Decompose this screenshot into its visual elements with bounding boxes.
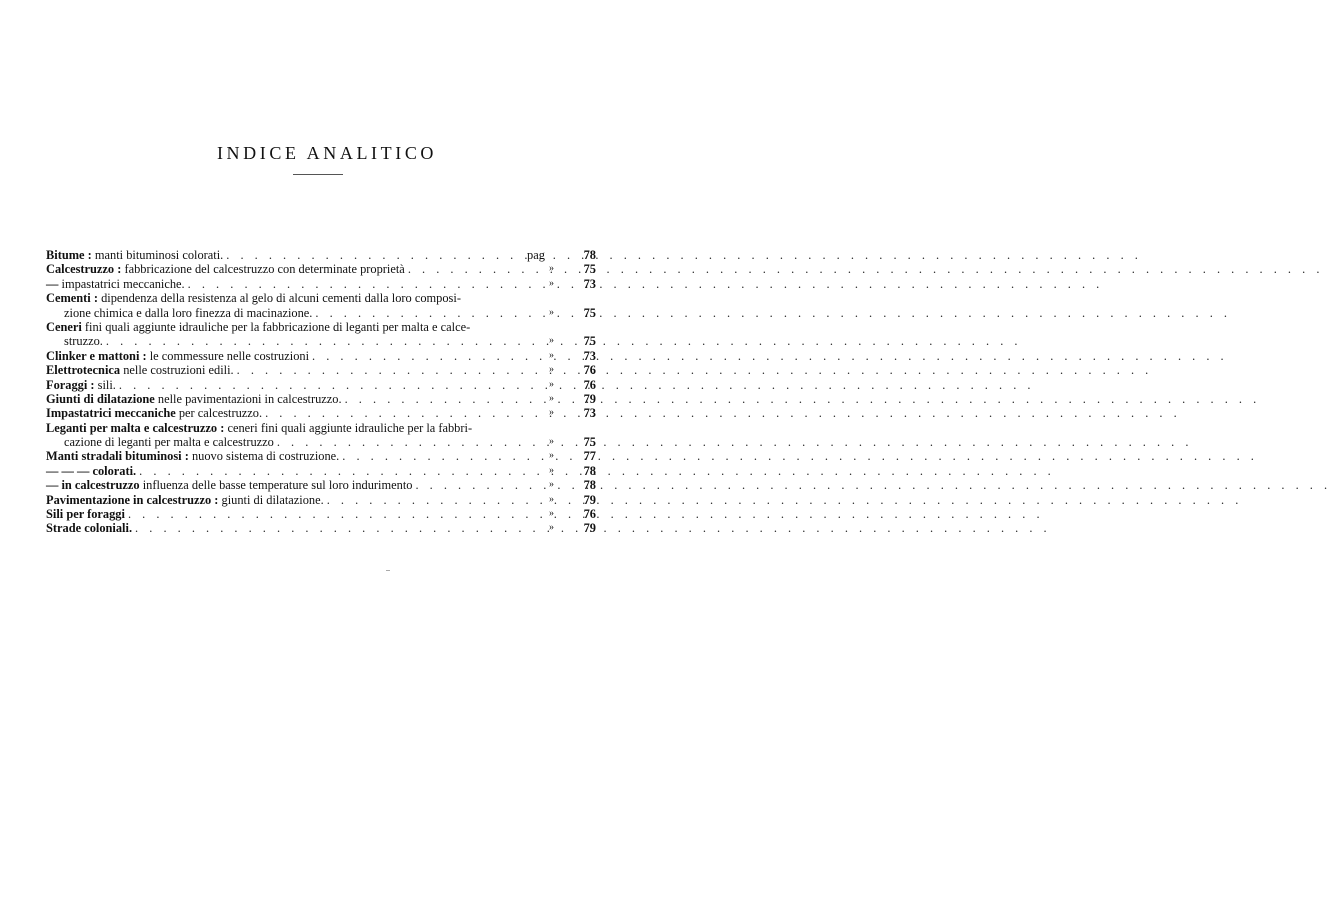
- page-number: 76: [583, 363, 596, 378]
- page-number: 75: [583, 435, 596, 450]
- entry-text-line: [46, 320, 536, 334]
- entry-heading: Foraggi :: [46, 377, 95, 392]
- entry-text: sili.: [97, 377, 116, 392]
- page-number: 76: [583, 507, 596, 522]
- entry-main: [46, 378, 116, 392]
- index-entry-line: [46, 521, 596, 535]
- entry-text: struzzo.: [64, 334, 103, 349]
- entry-main: [46, 291, 461, 305]
- entry-heading: Ceneri: [46, 319, 82, 334]
- entry-main: [46, 421, 472, 435]
- entry-main: [46, 507, 125, 521]
- entry-text: manti bituminosi colorati.: [94, 248, 224, 262]
- entry-text-line: [46, 521, 536, 535]
- page-title: INDICE ANALITICO: [216, 143, 438, 163]
- page-number: 73: [583, 406, 596, 421]
- entry-main: [46, 320, 470, 334]
- page-number: 76: [583, 377, 596, 392]
- leader-dots: [277, 435, 1193, 449]
- entry-text: per calcestruzzo.: [178, 406, 263, 421]
- title-rule: [293, 174, 343, 175]
- entry-text-line: [46, 421, 536, 435]
- entry-text-line: [46, 291, 536, 305]
- leader-dots: [265, 406, 1181, 420]
- page-number: 73: [583, 276, 596, 291]
- ditto-mark: »: [549, 493, 554, 505]
- index-entry-line: [46, 334, 596, 348]
- ditto-mark: »: [549, 378, 554, 390]
- ditto-mark: »: [549, 364, 554, 376]
- page-number: 79: [583, 391, 596, 406]
- leader-dots: [226, 248, 1142, 262]
- ditto-mark: »: [549, 522, 554, 534]
- page-number: 78: [583, 463, 596, 478]
- entry-heading: —: [46, 276, 59, 291]
- index-entry-line: [46, 478, 596, 492]
- leader-dots: [237, 363, 1153, 377]
- ditto-mark: »: [549, 508, 554, 520]
- index-entry-line: [46, 507, 596, 521]
- entry-text: cazione di leganti per malta e calcestruzzo: [64, 435, 274, 450]
- entry-main: [46, 406, 262, 420]
- entry-main: [64, 435, 274, 449]
- leader-dots: [139, 464, 1055, 478]
- index-entry-line: [46, 435, 596, 449]
- ditto-mark: »: [549, 349, 554, 361]
- index-entry-line: [46, 320, 596, 334]
- entry-text: dipendenza della resistenza al gelo di alcuni cementi dalla loro composi-: [101, 291, 461, 306]
- entry-text-line: [46, 507, 536, 521]
- index-entry-line: [46, 406, 596, 420]
- index-entry-line: [46, 277, 596, 291]
- leader-dots: [106, 334, 1022, 348]
- leader-dots: [315, 306, 1231, 320]
- ditto-mark: »: [549, 436, 554, 448]
- entry-main: [46, 248, 223, 262]
- entry-text-line: [46, 248, 536, 262]
- ditto-mark: »: [549, 263, 554, 275]
- entry-text-line: [46, 392, 536, 406]
- entry-main: [46, 478, 412, 492]
- leader-dots: [119, 378, 1035, 392]
- entry-text-line: [64, 435, 536, 449]
- entry-heading: Giunti di dilatazione: [46, 391, 155, 406]
- page-number: 77: [583, 449, 596, 464]
- index-entry-line: [46, 349, 596, 363]
- entry-text: impastatrici meccaniche.: [61, 276, 185, 291]
- page-number: 79: [583, 521, 596, 536]
- leader-dots: [327, 493, 1243, 507]
- entry-text: nuovo sistema di costruzione.: [191, 449, 340, 464]
- index-entry-line: [46, 291, 596, 305]
- entry-text-line: [64, 334, 536, 348]
- entry-text-line: [46, 262, 536, 276]
- ditto-mark: »: [549, 335, 554, 347]
- entry-text: nelle costruzioni edili.: [123, 363, 234, 378]
- entry-main: [46, 277, 185, 291]
- index-entry-line: [46, 421, 596, 435]
- index-entry-line: [46, 262, 596, 276]
- entry-heading: Clinker e mattoni :: [46, 348, 147, 363]
- entry-main: [46, 349, 309, 363]
- index-entry-line: [46, 248, 596, 262]
- entry-main: [46, 449, 339, 463]
- entry-main: [46, 392, 342, 406]
- page-number: 75: [583, 334, 596, 349]
- entry-text-line: [46, 449, 536, 463]
- entry-text: ceneri fini quali aggiunte idrauliche per la fabbri-: [227, 420, 473, 435]
- leader-dots: [312, 349, 1228, 363]
- ditto-mark: »: [549, 464, 554, 476]
- index-entry-line: [46, 464, 596, 478]
- entry-text: giunti di dilatazione.: [221, 492, 324, 507]
- entry-text: le commessure nelle costruzioni: [149, 348, 310, 363]
- entry-heading: Elettrotecnica: [46, 363, 121, 378]
- entry-heading: Strade coloniali.: [46, 521, 133, 536]
- entry-main: [46, 262, 405, 276]
- leader-dots: [408, 262, 1324, 276]
- entry-heading: Calcestruzzo :: [46, 262, 122, 277]
- entry-text-line: [46, 277, 536, 291]
- entry-main: [46, 493, 324, 507]
- index-entry-line: [46, 378, 596, 392]
- ditto-mark: »: [549, 450, 554, 462]
- page-number: 78: [583, 478, 596, 493]
- entry-main: [46, 464, 136, 478]
- ditto-mark: »: [549, 306, 554, 318]
- ditto-mark: »: [549, 407, 554, 419]
- leader-dots: [345, 392, 1261, 406]
- entry-text-line: [46, 349, 536, 363]
- entry-heading: Sili per foraggi: [46, 507, 125, 522]
- entry-text: influenza delle basse temperature sul loro indurimento: [142, 478, 413, 493]
- entry-text-line: [46, 378, 536, 392]
- entry-text-line: [46, 493, 536, 507]
- scan-mark: [386, 570, 390, 571]
- page-number: 79: [583, 492, 596, 507]
- ditto-mark: »: [549, 277, 554, 289]
- index-entry-line: [46, 392, 596, 406]
- entry-text-line: [46, 464, 536, 478]
- page-number: 75: [583, 262, 596, 277]
- entry-text-line: [46, 363, 536, 377]
- leader-dots: [342, 449, 1258, 463]
- entry-main: [64, 334, 103, 348]
- page-number: 75: [583, 305, 596, 320]
- entry-main: [46, 363, 234, 377]
- leader-dots: [188, 277, 1104, 291]
- entry-heading: Manti stradali bituminosi :: [46, 449, 189, 464]
- entry-heading: Cementi :: [46, 291, 98, 306]
- entry-text-line: [46, 406, 536, 420]
- entry-heading: Impastatrici meccaniche: [46, 406, 176, 421]
- index-entry-line: [46, 449, 596, 463]
- ditto-mark: »: [549, 479, 554, 491]
- entry-heading: — — — colorati.: [46, 463, 137, 478]
- entry-main: [64, 306, 312, 320]
- ditto-mark: »: [549, 392, 554, 404]
- entry-text: zione chimica e dalla loro finezza di macinazione.: [64, 305, 313, 320]
- entry-text: nelle pavimentazioni in calcestruzzo.: [157, 391, 342, 406]
- page-label: pag: [527, 248, 545, 262]
- entry-text: fini quali aggiunte idrauliche per la fabbricazione di leganti per malta e calce-: [84, 319, 471, 334]
- index-entry-line: [46, 493, 596, 507]
- entry-heading: Pavimentazione in calcestruzzo :: [46, 492, 219, 507]
- page-number: 73: [583, 348, 596, 363]
- entry-heading: Leganti per malta e calcestruzzo :: [46, 420, 225, 435]
- entry-text: fabbricazione del calcestruzzo con determinate proprietà: [124, 262, 405, 277]
- entry-heading: — in calcestruzzo: [46, 478, 140, 493]
- entry-text-line: [46, 478, 536, 492]
- page-number: 78: [583, 248, 596, 262]
- entry-text-line: [64, 306, 536, 320]
- index-entry-line: [46, 306, 596, 320]
- index-list: [46, 248, 596, 536]
- entry-main: [46, 521, 132, 535]
- entry-heading: Bitume :: [46, 248, 92, 262]
- index-entry-line: [46, 363, 596, 377]
